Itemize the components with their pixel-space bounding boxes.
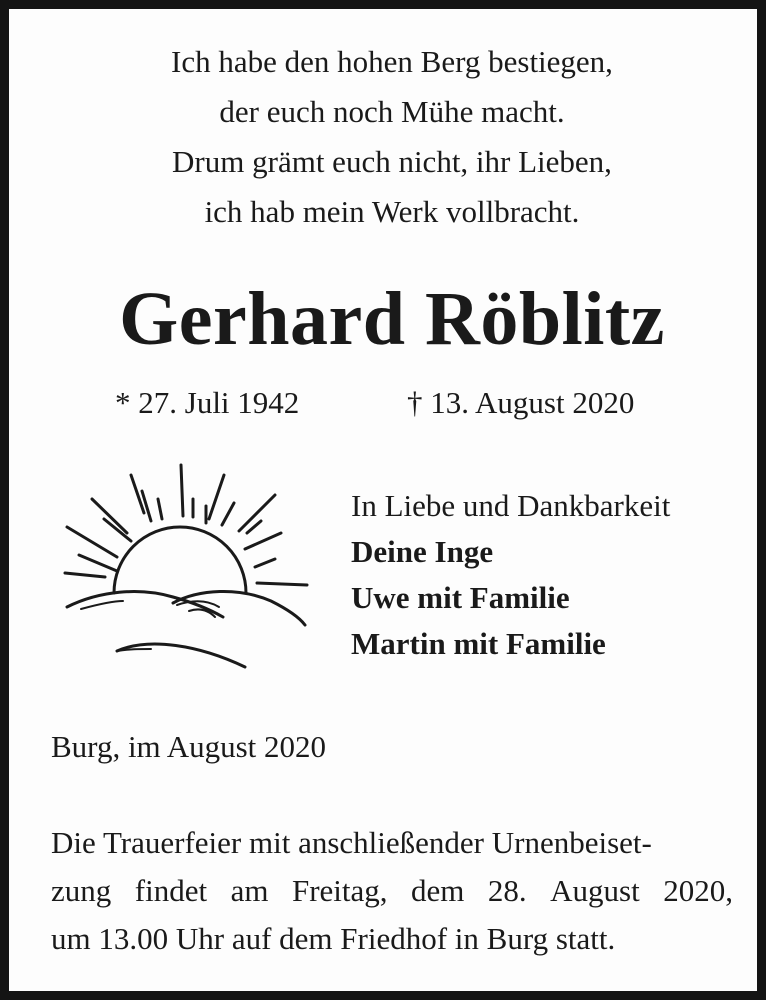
mourner-name: Deine Inge <box>351 534 494 569</box>
poem-line: Ich habe den hohen Berg bestiegen, <box>171 44 613 79</box>
deceased-name: Gerhard Röblitz <box>119 277 665 361</box>
poem <box>9 37 766 237</box>
poem-line: Drum grämt euch nicht, ihr Lieben, <box>172 144 612 179</box>
funeral-notice-word: 2020, <box>663 873 733 908</box>
death-date: † 13. August 2020 <box>407 385 635 420</box>
funeral-notice-word: am <box>230 873 269 908</box>
funeral-notice-line: um 13.00 Uhr auf dem Friedhof in Burg statt. <box>51 921 616 956</box>
funeral-notice-line: Die Trauerfeier mit anschließender Urnenbeiset- <box>51 825 652 860</box>
mourner-name: Martin mit Familie <box>351 626 606 661</box>
funeral-notice-word: August <box>550 873 640 908</box>
sunset-over-hills-icon <box>59 461 319 676</box>
funeral-notice-word: 28. <box>487 873 527 908</box>
funeral-notice <box>51 819 733 963</box>
mourners-intro: In Liebe und Dankbarkeit <box>351 488 671 523</box>
funeral-notice-word: findet <box>134 873 208 908</box>
place-and-date: Burg, im August 2020 <box>51 729 327 764</box>
mourners <box>351 483 670 667</box>
birth-date: * 27. Juli 1942 <box>115 385 300 420</box>
funeral-notice-word: dem <box>411 873 465 908</box>
poem-line: ich hab mein Werk vollbracht. <box>204 194 580 229</box>
funeral-notice-word: Freitag, <box>291 873 388 908</box>
mourner-name: Uwe mit Familie <box>351 580 570 615</box>
funeral-notice-word: zung <box>51 873 112 908</box>
funeral-notice-line <box>51 867 733 915</box>
poem-line: der euch noch Mühe macht. <box>219 94 565 129</box>
